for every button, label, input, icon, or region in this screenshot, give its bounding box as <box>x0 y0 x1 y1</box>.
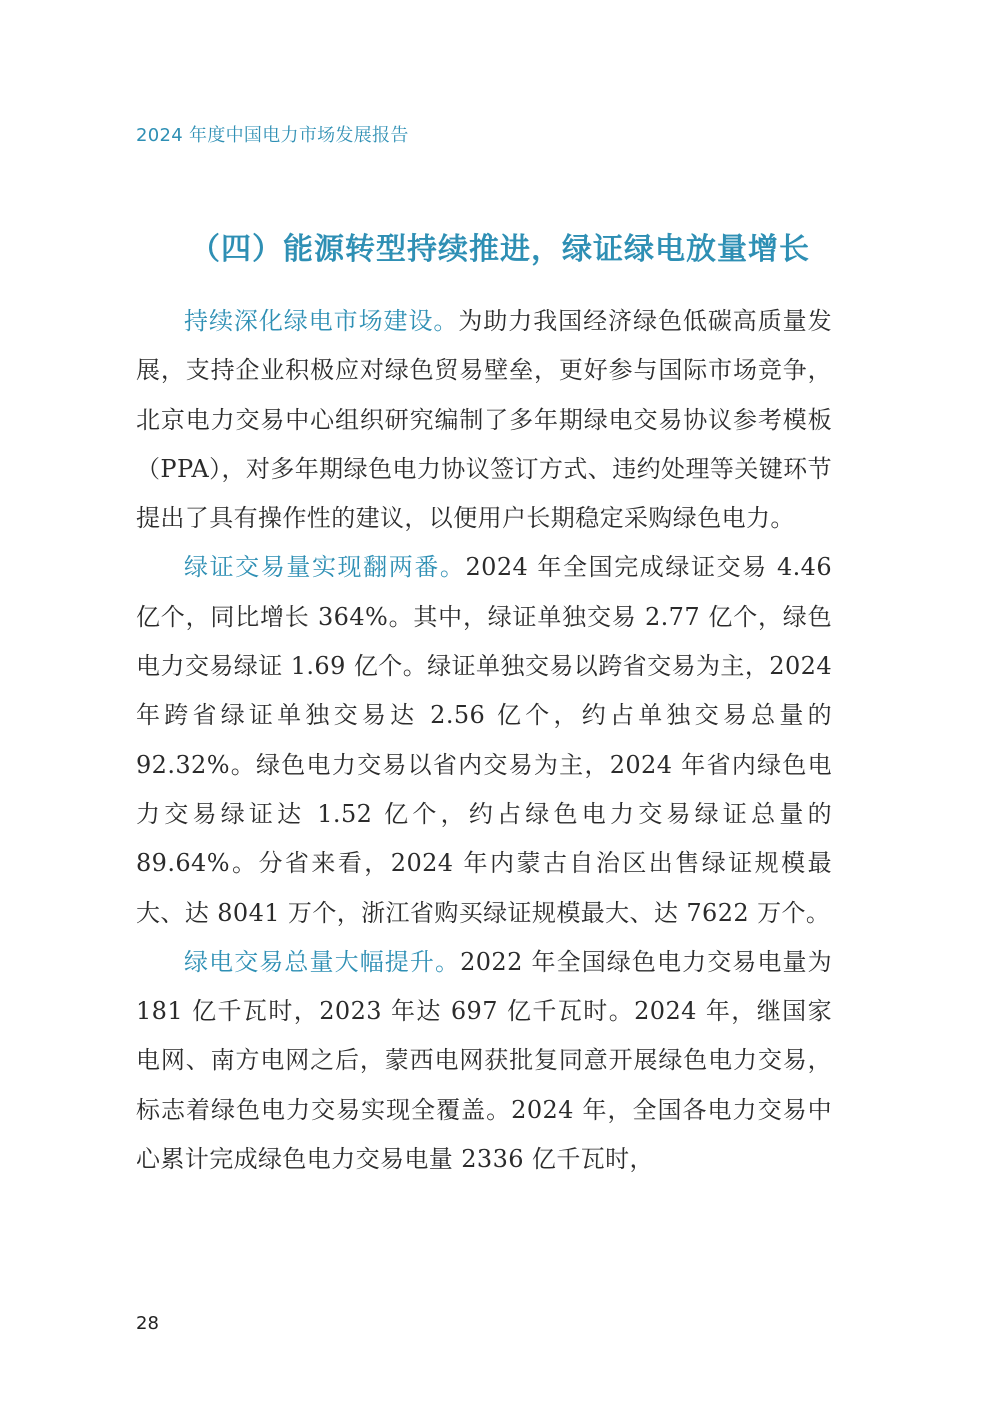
paragraph-text: 为助力我国经济绿色低碳高质量发展，支持企业积极应对绿色贸易壁垒，更好参与国际市场竞争，北京电力交易中心组织研究编制了多年期绿电交易协议参考模板（PPA），对多年期绿色电力协议签订方式、违约处理等关键环节提出了具有操作性的建议，以便用户长期稳定采购绿色电力。 <box>136 307 833 533</box>
running-header: 2024 年度中国电力市场发展报告 <box>136 125 409 146</box>
paragraph-lead: 绿电交易总量大幅提升。 <box>184 947 461 976</box>
section-heading: （四）能源转型持续推进，绿证绿电放量增长 <box>190 232 810 267</box>
paragraph-lead: 持续深化绿电市场建设。 <box>184 307 459 335</box>
paragraph-text: 2024 年全国完成绿证交易 4.46 亿个，同比增长 364%。其中，绿证单独交易 2.77 亿个，绿色电力交易绿证 1.69 亿个。绿证单独交易以跨省交易为主，2024 年跨省绿证单独交易达 2.56 亿个，约占单独交易总量的 92.32%。绿色电力交易以省内交易为主，2024 年省内绿色电力交易绿证达 1.52 亿个，约占绿色电力交易绿证总量的 89.64%。分省来看，2024 年内蒙古自治区出售绿证规模最大、达 8041 万个，浙江省购买绿证规模最大、达 7622 万个。 <box>136 553 832 927</box>
body-text <box>136 297 832 1184</box>
paragraph <box>136 297 832 543</box>
paragraph-text: 2022 年全国绿色电力交易电量为 181 亿千瓦时，2023 年达 697 亿千瓦时。2024 年，继国家电网、南方电网之后，蒙西电网获批复同意开展绿色电力交易，标志着绿色电力交易实现全覆盖。2024 年，全国各电力交易中心累计完成绿色电力交易电量 2336 亿千瓦时， <box>136 947 832 1174</box>
paragraph <box>136 938 832 1184</box>
paragraph <box>136 543 832 937</box>
page-number: 28 <box>136 1313 159 1334</box>
paragraph-lead: 绿证交易量实现翻两番。 <box>184 553 466 582</box>
